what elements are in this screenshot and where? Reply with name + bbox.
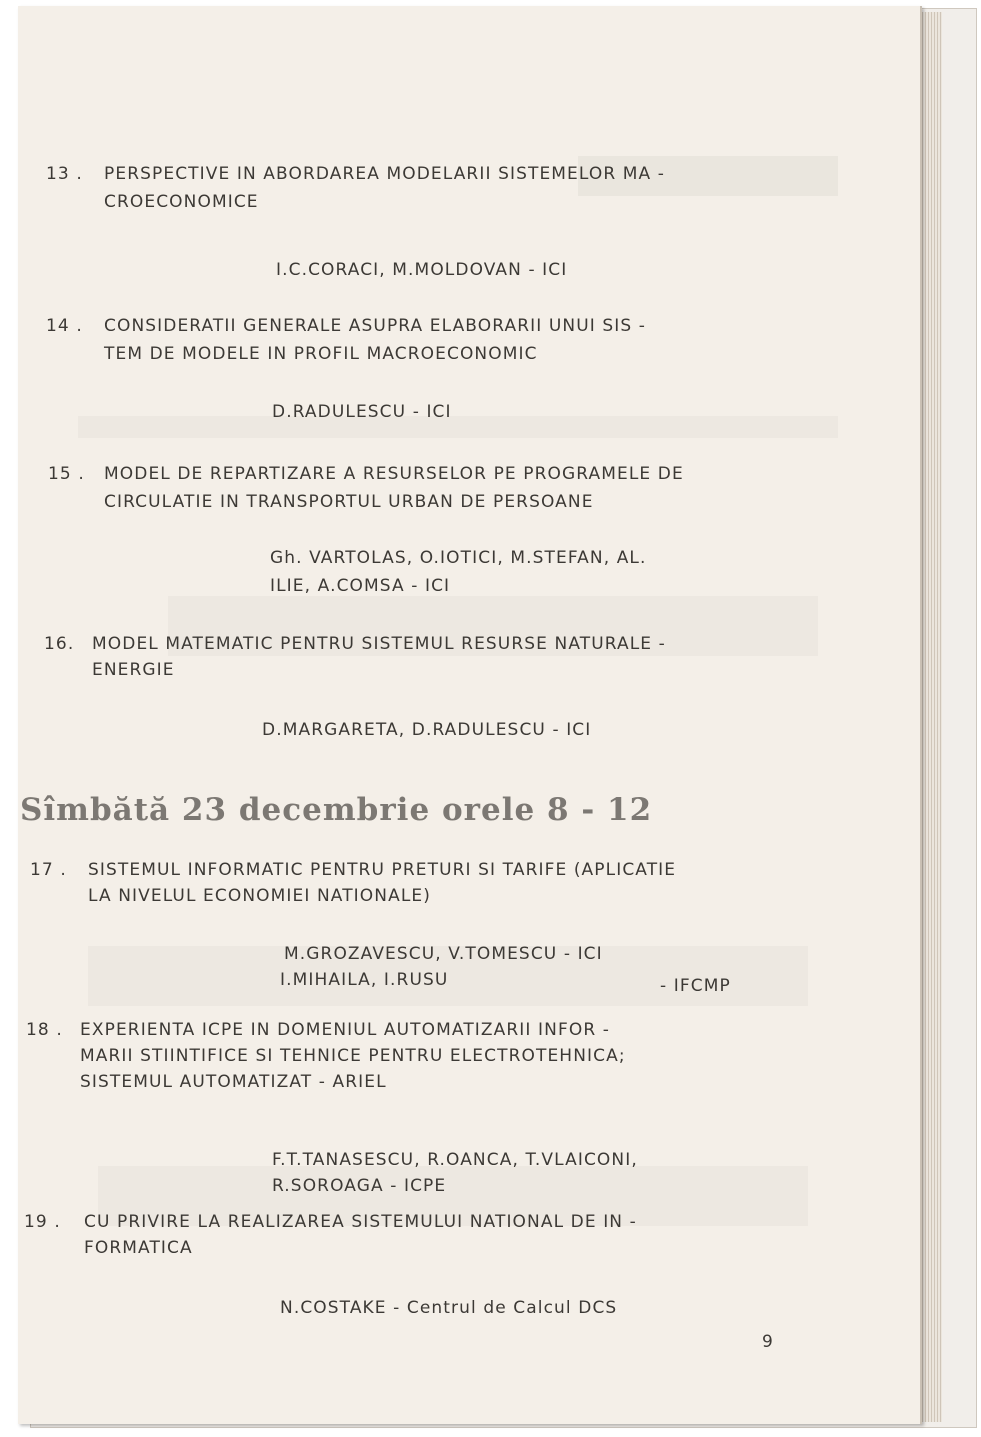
item-number: 13 . bbox=[46, 164, 83, 184]
item-authors: I.MIHAILA, I.RUSU bbox=[280, 970, 449, 990]
item-title-line: MODEL MATEMATIC PENTRU SISTEMUL RESURSE NATURALE - bbox=[92, 634, 666, 654]
item-title-line: CONSIDERATII GENERALE ASUPRA ELABORARII UNUI SIS - bbox=[104, 316, 646, 336]
item-number: 15 . bbox=[48, 464, 85, 484]
item-authors: I.C.CORACI, M.MOLDOVAN - ICI bbox=[276, 260, 568, 280]
item-number: 19 . bbox=[24, 1212, 61, 1232]
item-authors: R.SOROAGA - ICPE bbox=[272, 1176, 447, 1196]
item-number: 14 . bbox=[46, 316, 83, 336]
item-authors: N.COSTAKE - Centrul de Calcul DCS bbox=[280, 1298, 618, 1318]
item-authors: ILIE, A.COMSA - ICI bbox=[270, 576, 451, 596]
item-title-line: PERSPECTIVE IN ABORDAREA MODELARII SISTEMELOR MA - bbox=[104, 164, 665, 184]
item-number: 17 . bbox=[30, 860, 67, 880]
item-title-line: CROECONOMICE bbox=[104, 192, 259, 212]
item-authors: M.GROZAVESCU, V.TOMESCU - ICI bbox=[284, 944, 603, 964]
item-title-line: MODEL DE REPARTIZARE A RESURSELOR PE PROGRAMELE DE bbox=[104, 464, 684, 484]
item-authors: Gh. VARTOLAS, O.IOTICI, M.STEFAN, AL. bbox=[270, 548, 647, 568]
item-title-line: SISTEMUL INFORMATIC PENTRU PRETURI SI TARIFE (APLICATIE bbox=[88, 860, 677, 880]
item-title-line: FORMATICA bbox=[84, 1238, 193, 1258]
item-title-line: CU PRIVIRE LA REALIZAREA SISTEMULUI NATIONAL DE IN - bbox=[84, 1212, 637, 1232]
item-title-line: LA NIVELUL ECONOMIEI NATIONALE) bbox=[88, 886, 431, 906]
item-number: 18 . bbox=[26, 1020, 63, 1040]
item-title-line: SISTEMUL AUTOMATIZAT - ARIEL bbox=[80, 1072, 387, 1092]
item-title-line: ENERGIE bbox=[92, 660, 175, 680]
section-heading: Sîmbătă 23 decembrie orele 8 - 12 bbox=[20, 792, 653, 828]
item-authors: D.RADULESCU - ICI bbox=[272, 402, 452, 422]
item-authors-affiliation: - IFCMP bbox=[660, 976, 731, 996]
page-number: 9 bbox=[762, 1332, 773, 1352]
item-authors: F.T.TANASESCU, R.OANCA, T.VLAICONI, bbox=[272, 1150, 638, 1170]
page-edges bbox=[920, 12, 942, 1422]
bleed-through bbox=[78, 416, 838, 438]
item-title-line: EXPERIENTA ICPE IN DOMENIUL AUTOMATIZARII INFOR - bbox=[80, 1020, 610, 1040]
item-authors: D.MARGARETA, D.RADULESCU - ICI bbox=[262, 720, 592, 740]
item-title-line: TEM DE MODELE IN PROFIL MACROECONOMIC bbox=[104, 344, 538, 364]
item-title-line: MARII STIINTIFICE SI TEHNICE PENTRU ELECTROTEHNICA; bbox=[80, 1046, 626, 1066]
item-title-line: CIRCULATIE IN TRANSPORTUL URBAN DE PERSOANE bbox=[104, 492, 594, 512]
item-number: 16. bbox=[44, 634, 75, 654]
